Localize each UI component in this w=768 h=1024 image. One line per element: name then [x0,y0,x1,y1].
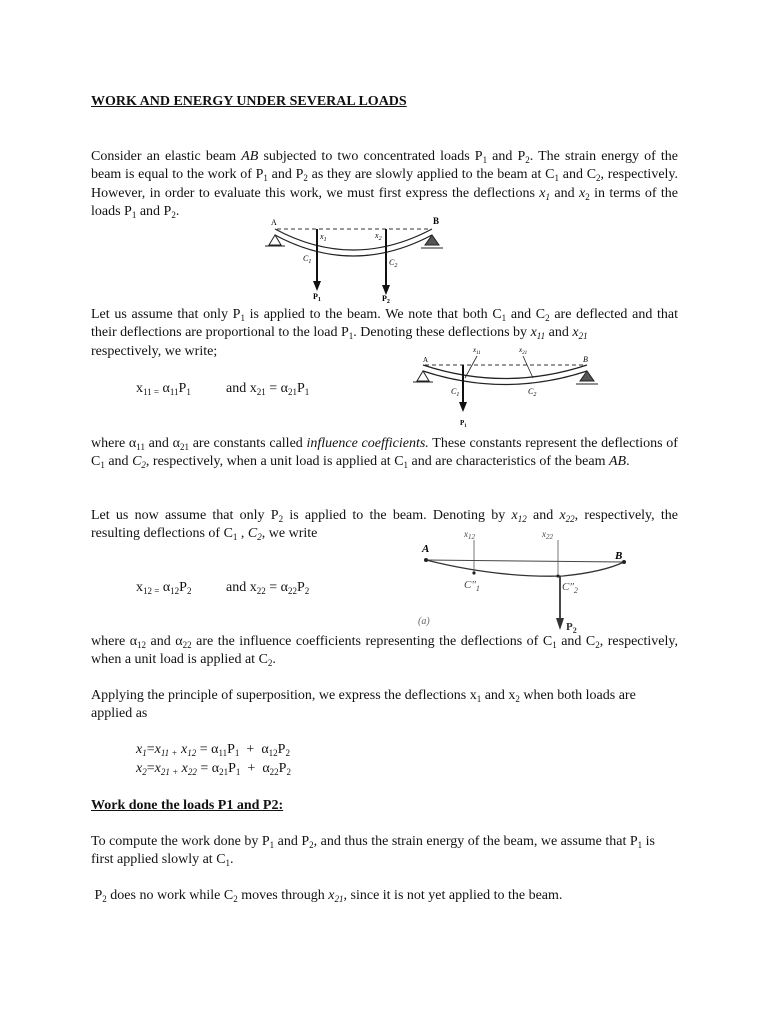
label-a: A [271,218,277,227]
beam-figure-p1-only [415,344,595,430]
label-p1: $P_1$ [313,292,321,303]
paragraph-p2-no-work: $P_2$ does no work while $C_2$ moves through $x_{21}$, since it is not yet applied to the beam. [91,888,563,904]
section-heading-work: Work done the loads P1 and P2: [91,798,284,813]
page-title: WORK AND ENERGY UNDER SEVERAL LOADS [91,94,407,109]
paragraph-compute-work: To compute the work done by $P_1$ and $P_2$, and thus the strain energy of the beam, we assume that $P_1$ is first applied slowly at $C_1$. [91,834,656,869]
label-a: A [422,543,430,555]
label-c1: $C_1$ [451,387,460,398]
label-x12: $x_{12}$ [464,529,475,541]
label-x2: $x_2$ [375,231,382,242]
label-a: A [423,356,429,364]
paragraph-only-p2: Let us now assume that only $P_2$ is applied to the beam. Denoting by $x_{12}$ and $x_{22}$, respectively, the resulting deflections of $C_1$ , $C_2$, we write [91,508,678,543]
label-c1: $C''_1$ [464,579,480,593]
label-part-a: (a) [418,616,430,627]
label-x1: $x_1$ [320,232,327,243]
paragraph-only-p1: Let us assume that only $P_1$ is applied to the beam. We note that both $C_1$ and $C_2$ are deflected and that their deflections are proportional to the load $P_1$. Denoting these deflections by $x_{11}$ and $x_{21}$ respectively, we write; [91,307,679,359]
label-b: B [583,355,588,364]
label-p1: $P_1$ [460,419,467,429]
equation-x11: $x_{11 =}$ $\alpha_{11}P_1$ [136,381,191,397]
label-x22: $x_{22}$ [542,529,553,541]
label-p2: $P_2$ [382,294,390,305]
equation-x22: and $x_{22} = \alpha_{22}P_2$ [226,580,310,596]
label-x21: $x_{21}$ [519,346,528,356]
label-c1: $C_1$ [303,254,312,265]
label-c2: $C_2$ [528,387,537,398]
equation-x2: $x_2=x_{21 +}$ $x_{22} = \alpha_{21}P_1 + \alpha_{22}P_2$ [136,761,291,777]
paragraph-influence-coefficients: where $\alpha_{11}$ and $\alpha_{21}$ are constants called influence coefficients. These constants represent the deflections of $C_1$ and $C_2$, respectively, when a unit load is applied at $C_1$ and are characteristics of the beam AB. [91,436,678,471]
beam-figure-two-loads [265,215,450,305]
beam-figure-p2-only [418,526,633,638]
equation-x1: $x_1=x_{11 +}$ $x_{12} = \alpha_{11}P_1 + \alpha_{12}P_2$ [136,742,290,758]
label-c2: $C_2$ [389,258,398,269]
label-b: B [615,550,623,562]
equation-x21: and $x_{21} = \alpha_{21}P_1$ [226,381,310,397]
label-p2: $P_2$ [566,621,577,635]
paragraph-influence-p2: where $\alpha_{12}$ and $\alpha_{22}$ are the influence coefficients representing the deflections of $C_1$ and $C_2$, respectively, when a unit load is applied at $C_2$. [91,634,678,669]
label-x11: $x_{11}$ [473,346,481,356]
label-c2: $C''_2$ [562,581,578,595]
paragraph-intro: Consider an elastic beam AB subjected to two concentrated loads $P_1$ and $P_2$. The strain energy of the beam is equal to the work of $P_1$ and $P_2$ as they are slowly applied to the beam at $C_1$ and $C_2$, respectively. However, in order to evaluate this work, we must first express the deflections $x_1$ and $x_2$ in terms of the loads $P_1$ and $P_2$. [91,149,679,221]
paragraph-superposition: Applying the principle of superposition, we express the deflections $x_1$ and $x_2$ when both loads are applied as [91,688,636,722]
label-b: B [433,216,440,226]
equation-x12: $x_{12 =}$ $\alpha_{12}P_2$ [136,580,192,596]
